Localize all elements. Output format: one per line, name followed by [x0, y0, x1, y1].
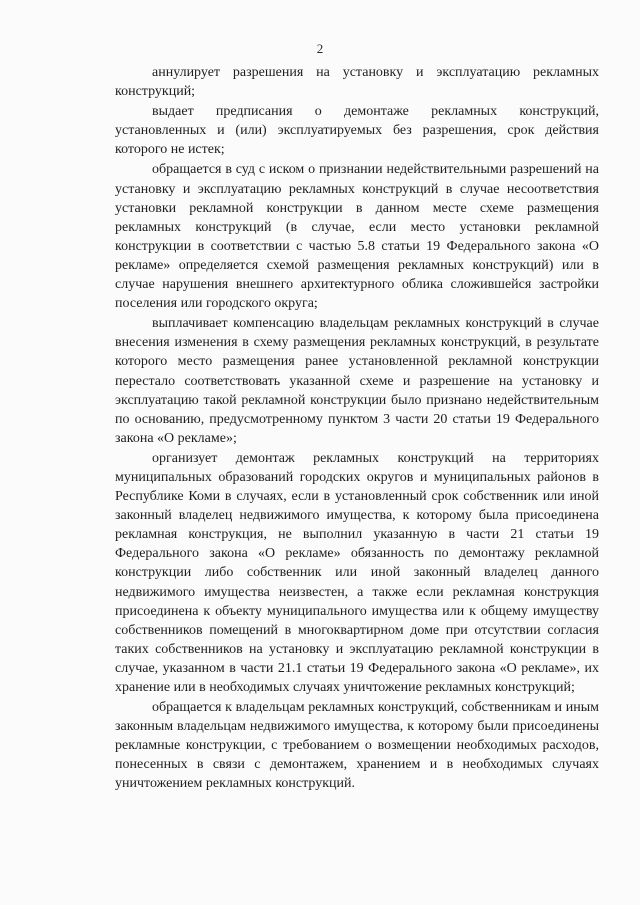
paragraph-organize-dismantling: организует демонтаж рекламных конструкций на территориях муниципальных образований городских округов и муниципальных районов в Республике Коми в случаях, если в установленный срок собственник или иной законный владелец недвижимого имущества, к которому была присоединена рекламная конструкция, не выполнил указанную в части 21 статьи 19 Федерального закона «О рекламе» обязанность по демонтажу рекламной конструкции либо собственник или иной законный владелец данного недвижимого имущества неизвестен, а также если рекламная конструкция присоединена к объекту муниципального имущества или к общему имуществу собственников помещений в многоквартирном доме при отсутствии согласия таких собственников на установку и эксплуатацию рекламной конструкции в случае, указанном в части 21.1 статьи 19 Федерального закона «О рекламе», их хранение или в необходимых случаях уничтожение рекламных конструкций; — [115, 450, 599, 695]
paragraph-annul-permits: аннулирует разрешения на установку и эксплуатацию рекламных конструкций; — [115, 65, 599, 100]
paragraph-reimbursement: обращается к владельцам рекламных конструкций, собственникам и иным законным владельцам недвижимого имущества, к которому были присоединены рекламные конструкции, с требованием о возмещении необходимых расходов, понесенных в связи с демонтажем, хранением и в необходимых случаях уничтожением рекламных конструкций. — [115, 700, 599, 792]
paragraph-compensation: выплачивает компенсацию владельцам рекламных конструкций в случае внесения изменения в схему размещения рекламных конструкций, в результате которого место размещения ранее установленной рекламной конструкции перестало соответствовать указанной схеме и разрешение на установку и эксплуатацию такой рекламной конструкции было признано недействительным по основанию, предусмотренному пунктом 3 части 20 статьи 19 Федерального закона «О рекламе»; — [115, 316, 599, 446]
paragraph-issue-orders: выдает предписания о демонтаже рекламных конструкций, установленных и (или) эксплуатируемых без разрешения, срок действия которого не истек; — [115, 104, 599, 158]
page-number: 2 — [316, 41, 324, 56]
document-body — [115, 63, 599, 795]
paragraph-court-claim: обращается в суд с иском о признании недействительными разрешений на установку и эксплуатацию рекламных конструкций в случае несоответствия установки рекламной конструкции в данном месте схеме размещения рекламных конструкций (в случае, если место установки рекламной конструкции в соответствии с частью 5.8 статьи 19 Федерального закона «О рекламе» определяется схемой размещения рекламных конструкций) или в случае нарушения внешнего архитектурного облика сложившейся застройки поселения или городского округа; — [115, 162, 599, 312]
